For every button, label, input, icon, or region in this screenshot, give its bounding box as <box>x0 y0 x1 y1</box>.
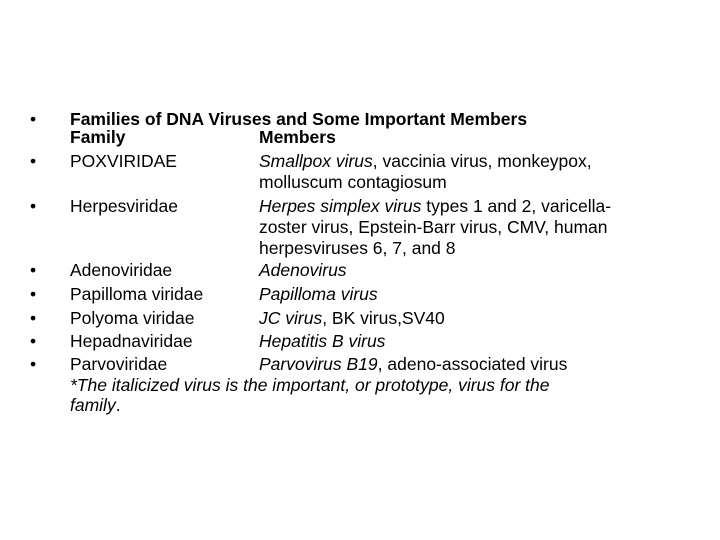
footnote-word: family <box>70 395 116 415</box>
bullet: • <box>30 109 37 129</box>
family-members-continued: herpesviruses 6, 7, and 8 <box>259 238 456 258</box>
prototype-virus: Papilloma virus <box>259 284 378 304</box>
bullet: • <box>30 260 37 280</box>
family-name: POXVIRIDAE <box>70 151 177 171</box>
family-members <box>259 260 347 281</box>
family-members <box>259 151 592 172</box>
bullet: • <box>30 196 37 216</box>
header-members: Members <box>259 127 336 147</box>
family-members <box>259 196 611 217</box>
family-members-continued: molluscum contagiosum <box>259 172 447 192</box>
family-members <box>259 331 385 352</box>
prototype-virus: Adenovirus <box>259 260 347 280</box>
bullet: • <box>30 284 37 304</box>
family-name: Herpesviridae <box>70 196 178 216</box>
bullet: • <box>30 151 37 171</box>
prototype-virus: Smallpox virus <box>259 151 373 171</box>
prototype-virus: Herpes simplex virus <box>259 196 422 216</box>
prototype-virus: Hepatitis B virus <box>259 331 386 351</box>
header-family: Family <box>70 127 126 147</box>
family-name: Polyoma viridae <box>70 308 195 328</box>
members-text: , BK virus,SV40 <box>322 308 445 328</box>
footnote: *The italicized virus is the important, or prototype, virus for the <box>70 375 550 395</box>
members-text: , vaccinia virus, monkeypox, <box>372 151 592 171</box>
bullet: • <box>30 331 37 351</box>
family-members <box>259 354 567 375</box>
prototype-virus: Parvovirus B19 <box>259 354 378 374</box>
family-members <box>259 284 378 305</box>
slide-title: Families of DNA Viruses and Some Important Members <box>70 109 528 129</box>
bullet: • <box>30 354 37 374</box>
family-name: Hepadnaviridae <box>70 331 193 351</box>
family-members <box>259 308 445 329</box>
family-members-continued: zoster virus, Epstein-Barr virus, CMV, human <box>259 217 608 237</box>
bullet: • <box>30 308 37 328</box>
prototype-virus: JC virus <box>259 308 323 328</box>
family-name: Adenoviridae <box>70 260 173 280</box>
members-text: types 1 and 2, varicella- <box>421 196 612 216</box>
family-name: Papilloma viridae <box>70 284 204 304</box>
family-name: Parvoviridae <box>70 354 168 374</box>
footnote-period: . <box>115 395 121 415</box>
footnote-continued <box>70 395 121 416</box>
members-text: , adeno-associated virus <box>377 354 568 374</box>
